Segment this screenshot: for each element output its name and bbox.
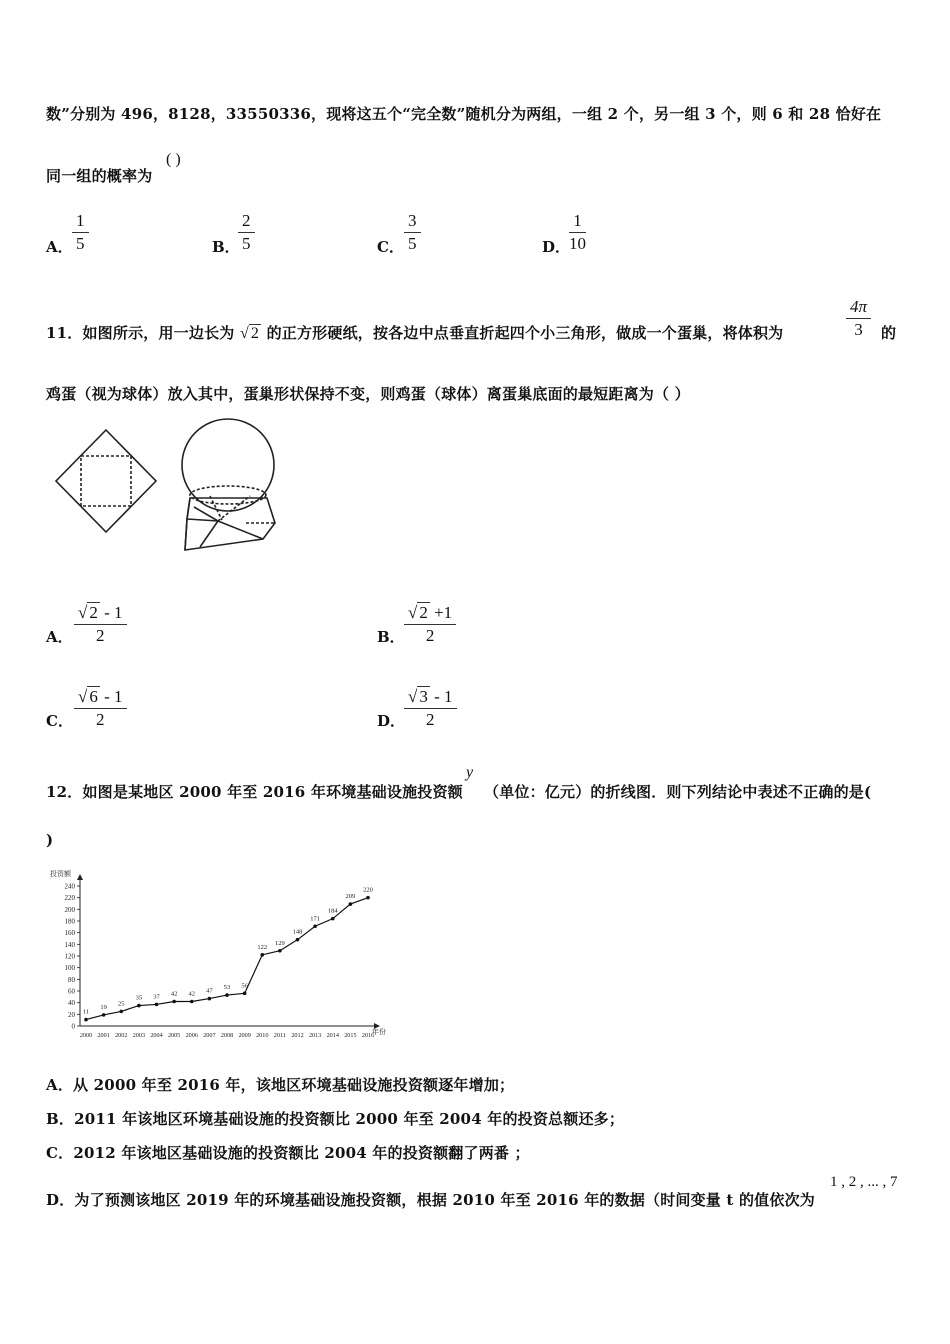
q12-option-c[interactable] — [46, 1142, 530, 1163]
option-text: 2011 年该地区环境基础设施的投资额比 2000 年至 2004 年的投资总额还多； — [74, 1110, 625, 1128]
option-letter: A． — [46, 238, 73, 256]
numerator: 1 — [573, 211, 582, 230]
x-tick-label: 2000 — [79, 1032, 93, 1039]
x-tick-label: 2011 — [273, 1032, 286, 1039]
q11-text-a: 如图所示，用一边长为 — [82, 324, 235, 342]
radicand: 2 — [250, 325, 260, 342]
data-label: 35 — [135, 994, 143, 1002]
x-axis-label: 年份 — [372, 1028, 386, 1036]
data-label: 25 — [118, 1000, 125, 1008]
denominator: 2 — [425, 626, 435, 645]
x-tick-label: 2012 — [291, 1032, 304, 1039]
q10-option-c[interactable] — [377, 236, 404, 257]
series-line — [86, 898, 368, 1020]
y-tick-label: 140 — [64, 940, 75, 949]
radicand: 2 — [419, 603, 428, 622]
data-label: 209 — [345, 893, 356, 901]
data-label: 129 — [275, 939, 285, 947]
numerator: 4π — [850, 297, 868, 316]
q12-tail-math: 1 , 2 , ... , 7 — [830, 1174, 898, 1190]
q10-option-d-fraction — [569, 211, 586, 254]
numerator: 3 — [408, 211, 417, 230]
egg-in-nest-diagram — [182, 419, 275, 550]
q11-line1 — [46, 322, 783, 343]
x-tick-label: 2015 — [344, 1032, 357, 1039]
data-point — [84, 1018, 88, 1022]
denominator: 10 — [569, 234, 586, 253]
option-letter: D． — [46, 1191, 75, 1209]
q10-option-d[interactable] — [542, 236, 570, 257]
option-text: 2012 年该地区基础设施的投资额比 2004 年的投资额翻了两番 ； — [73, 1144, 530, 1162]
numerator-tail: - 1 — [99, 603, 123, 622]
q12-text-a: 如图是某地区 2000 年至 2016 年环境基础设施投资额 — [82, 783, 463, 801]
option-letter: C． — [377, 238, 404, 256]
x-tick-label: 2009 — [238, 1032, 251, 1039]
q10-option-b[interactable] — [212, 236, 240, 257]
y-tick-label: 0 — [71, 1022, 75, 1031]
data-point — [366, 896, 370, 900]
y-tick-label: 160 — [64, 929, 75, 938]
denominator: 2 — [96, 710, 105, 729]
q10-option-a[interactable] — [46, 236, 73, 257]
option-letter: D． — [377, 712, 406, 730]
y-tick-label: 100 — [64, 964, 75, 973]
numerator: 2 — [242, 211, 251, 230]
data-point — [313, 924, 317, 928]
q10-line2: 同一组的概率为 — [46, 167, 153, 185]
data-point — [260, 953, 264, 957]
q11-line2: 鸡蛋（视为球体）放入其中，蛋巢形状保持不变，则鸡蛋（球体）离蛋巢底面的最短距离为（ ） — [46, 385, 690, 403]
data-point — [296, 938, 300, 942]
denominator: 2 — [426, 710, 435, 729]
y-tick-label: 120 — [64, 952, 75, 961]
x-tick-label: 2014 — [326, 1032, 339, 1039]
numerator-tail: - 1 — [99, 687, 123, 706]
q11-option-a[interactable] — [46, 626, 73, 647]
chart-marks — [83, 887, 373, 1022]
option-letter: B． — [46, 1110, 75, 1128]
q11-option-d[interactable] — [377, 710, 405, 731]
data-point — [172, 1000, 176, 1004]
x-tick-label: 2001 — [97, 1032, 110, 1039]
option-letter: C． — [46, 1144, 74, 1162]
data-label: 171 — [310, 915, 320, 923]
sqrt-expression: √ 2 — [239, 325, 260, 342]
radicand: 3 — [419, 687, 428, 706]
y-tick-label: 80 — [68, 975, 75, 984]
q10-line1: 数”分别为 496，8128，33550336，现将这五个“完全数”随机分为两组，一组 2 个，另一组 3 个，则 6 和 28 恰好在 — [46, 105, 882, 123]
data-point — [331, 917, 335, 921]
numerator-tail: - 1 — [429, 687, 453, 706]
data-point — [208, 997, 212, 1001]
radicand: 6 — [89, 687, 98, 706]
numerator-tail: +1 — [429, 603, 453, 622]
q10-option-a-fraction — [72, 211, 89, 254]
data-label: 220 — [363, 886, 373, 894]
y-tick-label: 60 — [68, 987, 75, 996]
q11-volume-fraction — [846, 297, 871, 340]
folded-square-diagram — [56, 430, 156, 532]
x-tick-label: 2003 — [132, 1032, 146, 1039]
q11-text-b: 的正方形硬纸，按各边中点垂直折起四个小三角形，做成一个蛋巢，将体积为 — [266, 324, 784, 342]
investment-line-chart — [44, 864, 396, 1044]
q12-line2: ) — [46, 831, 54, 849]
q12-var-y: y — [466, 764, 474, 781]
data-point — [243, 992, 247, 996]
denominator: 3 — [854, 320, 863, 339]
y-axis-label: 投资额 — [50, 870, 71, 878]
y-tick-label: 20 — [68, 1010, 75, 1019]
data-point — [225, 993, 229, 997]
egg-nest-figure — [50, 415, 285, 555]
data-label: 122 — [257, 943, 268, 951]
data-point — [349, 902, 353, 906]
numerator: 1 — [76, 211, 85, 230]
y-tick-label: 240 — [64, 882, 75, 891]
option-letter: C． — [46, 712, 73, 730]
x-tick-label: 2005 — [167, 1032, 181, 1039]
q11-text-c: 的 — [881, 324, 897, 342]
data-label: 47 — [206, 987, 213, 995]
q11-option-c[interactable] — [46, 710, 73, 731]
q11-option-b[interactable] — [377, 626, 405, 647]
data-point — [119, 1010, 123, 1014]
option-letter: A． — [46, 628, 73, 646]
q11-option-c-fraction: √ 6 - 1 2 — [74, 687, 127, 730]
q10-option-c-fraction — [404, 211, 421, 254]
y-tick-label: 40 — [68, 999, 75, 1008]
data-label: 56 — [241, 982, 248, 990]
x-tick-label: 2008 — [220, 1032, 234, 1039]
data-point — [155, 1003, 159, 1007]
x-tick-label: 2010 — [256, 1032, 269, 1039]
chart-axes — [65, 874, 381, 1039]
option-letter: B． — [212, 238, 240, 256]
data-label: 184 — [327, 907, 338, 915]
denominator: 5 — [76, 234, 85, 253]
y-tick-label: 180 — [64, 917, 75, 926]
q12-option-b[interactable] — [46, 1108, 624, 1129]
data-label: 11 — [82, 1008, 90, 1016]
q10-option-b-fraction — [238, 211, 255, 254]
y-tick-label: 200 — [64, 905, 75, 914]
data-point — [190, 1000, 194, 1004]
option-text: 从 2000 年至 2016 年，该地区环境基础设施投资额逐年增加； — [73, 1076, 515, 1094]
option-letter: A． — [46, 1076, 74, 1094]
denominator: 2 — [96, 626, 105, 645]
q12-option-d[interactable] — [46, 1189, 815, 1210]
option-text: 为了预测该地区 2019 年的环境基础设施投资额，根据 2010 年至 2016 年的数据（时间变量 t 的值依次为 — [74, 1191, 815, 1209]
data-label: 42 — [188, 990, 195, 998]
q12-line1-a — [46, 781, 463, 802]
denominator: 5 — [242, 234, 251, 253]
x-tick-label: 2016 — [361, 1032, 375, 1039]
denominator: 5 — [408, 234, 417, 253]
q12-text-b: （单位：亿元）的折线图．则下列结论中表述不正确的是( — [484, 783, 872, 801]
x-tick-label: 2006 — [185, 1032, 198, 1039]
data-point — [102, 1013, 106, 1017]
y-tick-label: 220 — [64, 894, 75, 903]
data-label: 37 — [153, 993, 160, 1001]
q10-paren: ( ) — [166, 151, 181, 168]
x-tick-label: 2013 — [308, 1032, 322, 1039]
q12-option-a[interactable] — [46, 1074, 514, 1095]
option-letter: B． — [377, 628, 405, 646]
q12-number: 12． — [46, 783, 83, 801]
q11-option-b-fraction: √ 2 +1 2 — [404, 603, 456, 646]
x-tick-label: 2002 — [115, 1032, 128, 1039]
q11-option-a-fraction: √ 2 - 1 2 — [74, 603, 127, 646]
x-tick-label: 2004 — [150, 1032, 163, 1039]
radicand: 2 — [89, 603, 98, 622]
data-point — [137, 1004, 141, 1008]
q11-number: 11． — [46, 324, 83, 342]
q11-option-d-fraction: √ 3 - 1 2 — [404, 687, 457, 730]
data-label: 148 — [292, 928, 303, 936]
x-tick-label: 2007 — [203, 1032, 216, 1039]
data-label: 19 — [100, 1003, 107, 1011]
data-label: 42 — [170, 990, 178, 998]
option-letter: D． — [542, 238, 571, 256]
y-axis-arrow — [77, 874, 83, 880]
data-point — [278, 949, 282, 953]
data-label: 53 — [223, 984, 231, 992]
